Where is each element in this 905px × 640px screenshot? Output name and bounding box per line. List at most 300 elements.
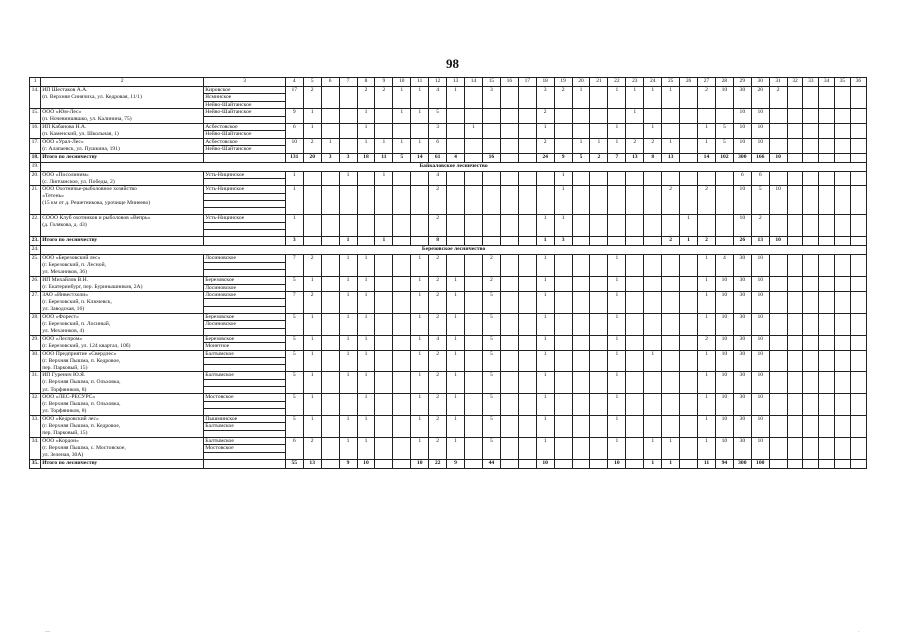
- value-cell: [787, 291, 803, 313]
- value-cell: [482, 171, 500, 186]
- row-number: 18.: [30, 153, 41, 162]
- value-cell: 1: [608, 138, 626, 153]
- value-cell: [590, 372, 608, 394]
- value-cell: [850, 215, 866, 237]
- value-cell: 3: [339, 153, 357, 162]
- value-cell: 10: [751, 291, 769, 313]
- value-cell: [803, 171, 819, 186]
- value-cell: [787, 171, 803, 186]
- value-cell: [850, 416, 866, 438]
- value-cell: 6: [751, 171, 769, 186]
- column-number: 22: [608, 78, 626, 87]
- district-cell: Асбестовское: [204, 123, 286, 130]
- value-cell: [554, 335, 572, 350]
- value-cell: [500, 109, 518, 124]
- value-cell: [850, 335, 866, 350]
- value-cell: 10: [751, 109, 769, 124]
- column-number: 33: [803, 78, 819, 87]
- value-cell: [787, 87, 803, 109]
- value-cell: [500, 416, 518, 438]
- value-cell: 1: [536, 416, 554, 438]
- company-address: [41, 208, 204, 215]
- value-cell: [518, 416, 536, 438]
- value-cell: [715, 109, 733, 124]
- value-cell: 1: [662, 87, 680, 109]
- value-cell: [572, 291, 590, 313]
- column-number: 18: [536, 78, 554, 87]
- company-name: ООО Охотничье-рыболовное хозяйство: [41, 186, 204, 193]
- value-cell: 30: [733, 372, 751, 394]
- value-cell: [375, 335, 393, 350]
- value-cell: 9: [554, 153, 572, 162]
- value-cell: 1: [608, 350, 626, 372]
- value-cell: 2: [429, 277, 447, 292]
- value-cell: 1: [411, 291, 429, 313]
- value-cell: [644, 335, 662, 350]
- column-number: 15: [482, 78, 500, 87]
- value-cell: 30: [733, 335, 751, 350]
- value-cell: 10: [715, 372, 733, 394]
- column-number: 31: [769, 78, 787, 87]
- value-cell: [819, 350, 835, 372]
- value-cell: 5: [482, 372, 500, 394]
- forestry-total-row: [30, 153, 867, 162]
- district-cell: [204, 460, 286, 469]
- value-cell: [769, 416, 787, 438]
- value-cell: 11: [375, 153, 393, 162]
- value-cell: [572, 350, 590, 372]
- value-cell: [787, 255, 803, 277]
- value-cell: 7: [285, 291, 303, 313]
- value-cell: [662, 123, 680, 138]
- value-cell: 2: [429, 416, 447, 438]
- value-cell: [662, 255, 680, 277]
- value-cell: [572, 215, 590, 237]
- value-cell: 10: [715, 291, 733, 313]
- page-number: 98: [446, 56, 459, 71]
- value-cell: [590, 394, 608, 416]
- table-row: [30, 350, 867, 357]
- value-cell: [769, 123, 787, 138]
- district-cell: [204, 116, 286, 123]
- value-cell: 1: [357, 335, 375, 350]
- column-number: 14: [465, 78, 483, 87]
- value-cell: [769, 460, 787, 469]
- value-cell: 30: [733, 291, 751, 313]
- value-cell: [518, 138, 536, 153]
- value-cell: [357, 215, 375, 237]
- value-cell: [819, 153, 835, 162]
- value-cell: [554, 138, 572, 153]
- value-cell: 1: [536, 372, 554, 394]
- value-cell: 10: [751, 416, 769, 438]
- value-cell: 10: [715, 335, 733, 350]
- value-cell: [554, 313, 572, 335]
- value-cell: [339, 123, 357, 138]
- value-cell: [303, 186, 321, 215]
- value-cell: 2: [662, 186, 680, 215]
- total-label: Итого по лесничеству: [41, 460, 204, 469]
- value-cell: [447, 109, 465, 124]
- value-cell: 3: [321, 153, 339, 162]
- value-cell: [518, 291, 536, 313]
- value-cell: 1: [698, 291, 716, 313]
- value-cell: 5: [572, 153, 590, 162]
- value-cell: [393, 215, 411, 237]
- row-number: 16.: [30, 123, 41, 138]
- district-cell: Березовское: [204, 313, 286, 320]
- value-cell: [819, 255, 835, 277]
- company-address: (г. Березовский, ул. 124 квартал, 10б): [41, 343, 204, 350]
- value-cell: 1: [447, 372, 465, 394]
- value-cell: 24: [536, 153, 554, 162]
- value-cell: [500, 123, 518, 138]
- value-cell: [590, 186, 608, 215]
- value-cell: 2: [429, 186, 447, 215]
- value-cell: [662, 372, 680, 394]
- value-cell: 2: [429, 313, 447, 335]
- forestry-section-row: [30, 162, 867, 171]
- value-cell: 1: [357, 313, 375, 335]
- value-cell: [321, 416, 339, 438]
- value-cell: [644, 186, 662, 215]
- forestry-section-row: [30, 246, 867, 255]
- value-cell: 1: [698, 277, 716, 292]
- value-cell: [554, 416, 572, 438]
- value-cell: 1: [411, 416, 429, 438]
- value-cell: 2: [698, 237, 716, 246]
- company-name: ООО «Юм-Лес»: [41, 109, 204, 116]
- value-cell: 1: [303, 394, 321, 416]
- value-cell: [500, 335, 518, 350]
- value-cell: 1: [303, 416, 321, 438]
- value-cell: 1: [357, 291, 375, 313]
- value-cell: [554, 394, 572, 416]
- value-cell: [518, 277, 536, 292]
- value-cell: [321, 313, 339, 335]
- value-cell: [572, 237, 590, 246]
- value-cell: [680, 255, 698, 277]
- column-number: 27: [698, 78, 716, 87]
- value-cell: [835, 335, 851, 350]
- value-cell: 5: [285, 335, 303, 350]
- value-cell: [500, 313, 518, 335]
- value-cell: 300: [733, 153, 751, 162]
- value-cell: [590, 335, 608, 350]
- value-cell: [715, 237, 733, 246]
- district-cell: [204, 387, 286, 394]
- value-cell: 5: [482, 291, 500, 313]
- value-cell: 2: [303, 291, 321, 313]
- value-cell: [518, 372, 536, 394]
- company-address: (п. Верхняя Синячиха, ул. Кедровая, 11/1): [41, 94, 204, 101]
- column-number: 9: [375, 78, 393, 87]
- district-cell: Монетное: [204, 343, 286, 350]
- value-cell: [769, 291, 787, 313]
- table-row: [30, 416, 867, 423]
- value-cell: [803, 350, 819, 372]
- value-cell: 1: [698, 394, 716, 416]
- value-cell: 2: [662, 237, 680, 246]
- column-number: 3: [204, 78, 286, 87]
- value-cell: 1: [608, 335, 626, 350]
- table-row: [30, 372, 867, 379]
- value-cell: [850, 313, 866, 335]
- value-cell: [787, 350, 803, 372]
- company-name: ООО «ЛЕС-РЕСУРС»: [41, 394, 204, 401]
- value-cell: [393, 335, 411, 350]
- value-cell: [375, 394, 393, 416]
- value-cell: [850, 171, 866, 186]
- value-cell: 1: [447, 313, 465, 335]
- value-cell: 10: [715, 87, 733, 109]
- district-cell: [204, 328, 286, 335]
- company-name: ООО «Посолиним»: [41, 171, 204, 178]
- value-cell: [835, 350, 851, 372]
- value-cell: [835, 109, 851, 124]
- value-cell: 1: [698, 138, 716, 153]
- district-cell: [204, 179, 286, 186]
- value-cell: [835, 123, 851, 138]
- company-address: (г. Верхняя Пышма, п. Ольховка,: [41, 379, 204, 386]
- value-cell: 1: [303, 123, 321, 138]
- value-cell: 1: [411, 109, 429, 124]
- value-cell: [500, 291, 518, 313]
- value-cell: [572, 438, 590, 460]
- value-cell: 5: [285, 277, 303, 292]
- table-row: [30, 109, 867, 116]
- value-cell: [321, 372, 339, 394]
- value-cell: [819, 394, 835, 416]
- value-cell: 1: [447, 350, 465, 372]
- value-cell: [626, 313, 644, 335]
- district-cell: [204, 193, 286, 200]
- value-cell: [850, 350, 866, 372]
- value-cell: 10: [769, 186, 787, 215]
- scan-artifact: ·: [858, 630, 860, 635]
- value-cell: [590, 291, 608, 313]
- column-number: 35: [835, 78, 851, 87]
- value-cell: [644, 237, 662, 246]
- value-cell: 2: [698, 87, 716, 109]
- value-cell: 1: [536, 335, 554, 350]
- company-name: ООО «Урал-Лес»: [41, 138, 204, 145]
- value-cell: 10: [733, 123, 751, 138]
- value-cell: [626, 416, 644, 438]
- column-number: 6: [321, 78, 339, 87]
- value-cell: 1: [698, 372, 716, 394]
- value-cell: 2: [698, 186, 716, 215]
- value-cell: [465, 291, 483, 313]
- value-cell: [465, 394, 483, 416]
- row-number: 24.: [30, 246, 41, 255]
- value-cell: [644, 416, 662, 438]
- value-cell: 1: [411, 335, 429, 350]
- value-cell: 2: [303, 438, 321, 460]
- value-cell: [447, 186, 465, 215]
- district-cell: Асбестовское: [204, 138, 286, 145]
- value-cell: 10: [751, 255, 769, 277]
- value-cell: 1: [285, 186, 303, 215]
- value-cell: 1: [411, 138, 429, 153]
- value-cell: 2: [554, 87, 572, 109]
- scan-artifact: —: [45, 630, 50, 635]
- value-cell: [835, 277, 851, 292]
- value-cell: 13: [626, 153, 644, 162]
- column-number: 11: [411, 78, 429, 87]
- value-cell: [819, 291, 835, 313]
- value-cell: [819, 138, 835, 153]
- value-cell: 2: [626, 138, 644, 153]
- value-cell: [662, 416, 680, 438]
- value-cell: 1: [303, 372, 321, 394]
- value-cell: [500, 153, 518, 162]
- table-row: [30, 186, 867, 193]
- column-number: 30: [751, 78, 769, 87]
- value-cell: 5: [429, 109, 447, 124]
- value-cell: 1: [393, 109, 411, 124]
- value-cell: 30: [733, 313, 751, 335]
- company-name: ООО «Кедровский лес»: [41, 416, 204, 423]
- value-cell: [375, 186, 393, 215]
- value-cell: 1: [339, 255, 357, 277]
- company-address: (п. Ночевиншвшко, ул. Калинина, 75): [41, 116, 204, 123]
- value-cell: 1: [357, 372, 375, 394]
- value-cell: 10: [536, 460, 554, 469]
- value-cell: 1: [698, 123, 716, 138]
- value-cell: 3: [285, 237, 303, 246]
- value-cell: [626, 350, 644, 372]
- value-cell: [518, 335, 536, 350]
- value-cell: [662, 350, 680, 372]
- value-cell: [375, 460, 393, 469]
- value-cell: [850, 109, 866, 124]
- company-name: ЗАО «Инвестхоли»: [41, 291, 204, 298]
- value-cell: [500, 87, 518, 109]
- value-cell: 2: [769, 87, 787, 109]
- value-cell: 1: [608, 255, 626, 277]
- column-number-row: [30, 78, 867, 87]
- value-cell: [518, 237, 536, 246]
- company-address: ул. Механиков, 36): [41, 269, 204, 276]
- value-cell: [769, 277, 787, 292]
- value-cell: 2: [303, 87, 321, 109]
- value-cell: 1: [339, 171, 357, 186]
- value-cell: [572, 372, 590, 394]
- value-cell: 1: [285, 215, 303, 237]
- value-cell: [482, 186, 500, 215]
- company-address: (г. Верхняя Пышма, п. Кедровое,: [41, 423, 204, 430]
- value-cell: 2: [429, 394, 447, 416]
- value-cell: 10: [751, 335, 769, 350]
- value-cell: [835, 215, 851, 237]
- value-cell: [769, 350, 787, 372]
- value-cell: [375, 438, 393, 460]
- value-cell: [608, 109, 626, 124]
- value-cell: [819, 186, 835, 215]
- value-cell: [680, 153, 698, 162]
- value-cell: 26: [733, 237, 751, 246]
- value-cell: [680, 313, 698, 335]
- value-cell: 1: [536, 123, 554, 138]
- value-cell: [590, 237, 608, 246]
- total-label: Итого по лесничеству: [41, 153, 204, 162]
- value-cell: 1: [608, 372, 626, 394]
- value-cell: [321, 123, 339, 138]
- value-cell: [626, 215, 644, 237]
- value-cell: [680, 138, 698, 153]
- value-cell: 10: [751, 138, 769, 153]
- row-number: 32.: [30, 394, 41, 416]
- value-cell: [803, 394, 819, 416]
- company-name: ИП Михайлов В.Н.: [41, 277, 204, 284]
- value-cell: [769, 335, 787, 350]
- value-cell: [715, 171, 733, 186]
- value-cell: [411, 186, 429, 215]
- value-cell: 10: [715, 394, 733, 416]
- value-cell: [375, 416, 393, 438]
- value-cell: [357, 186, 375, 215]
- column-number: 7: [339, 78, 357, 87]
- row-number: 22.: [30, 215, 41, 237]
- value-cell: [680, 277, 698, 292]
- row-number: 30.: [30, 350, 41, 372]
- value-cell: [787, 277, 803, 292]
- value-cell: 1: [644, 350, 662, 372]
- value-cell: [393, 350, 411, 372]
- value-cell: [803, 109, 819, 124]
- value-cell: 1: [590, 138, 608, 153]
- district-cell: Балтымское: [204, 438, 286, 445]
- value-cell: [835, 313, 851, 335]
- value-cell: [787, 394, 803, 416]
- company-name: ООО Предприятие «Свердлес»: [41, 350, 204, 357]
- value-cell: [303, 215, 321, 237]
- value-cell: 61: [429, 153, 447, 162]
- company-address: (г. Алапаевск, ул. Пушкина, 191): [41, 146, 204, 153]
- value-cell: [500, 460, 518, 469]
- value-cell: [465, 460, 483, 469]
- value-cell: [500, 186, 518, 215]
- company-address: пер. Парковый, 15): [41, 430, 204, 437]
- value-cell: 1: [375, 171, 393, 186]
- value-cell: [662, 394, 680, 416]
- value-cell: [590, 123, 608, 138]
- value-cell: [375, 123, 393, 138]
- value-cell: [644, 171, 662, 186]
- row-number: 29.: [30, 335, 41, 350]
- value-cell: 166: [751, 153, 769, 162]
- value-cell: [375, 313, 393, 335]
- value-cell: [321, 87, 339, 109]
- value-cell: 30: [733, 416, 751, 438]
- value-cell: [787, 186, 803, 215]
- value-cell: 1: [447, 416, 465, 438]
- value-cell: 10: [751, 277, 769, 292]
- value-cell: 10: [751, 123, 769, 138]
- district-cell: Нейво-Шайтанское: [204, 131, 286, 138]
- value-cell: [518, 171, 536, 186]
- company-address: (г. Березовский, п. Лесной,: [41, 262, 204, 269]
- value-cell: 30: [733, 394, 751, 416]
- value-cell: 6: [733, 171, 751, 186]
- company-name: ИП Кабанова Н.А.: [41, 123, 204, 130]
- value-cell: [850, 237, 866, 246]
- value-cell: 1: [644, 438, 662, 460]
- value-cell: [303, 171, 321, 186]
- value-cell: 30: [733, 438, 751, 460]
- value-cell: 13: [662, 153, 680, 162]
